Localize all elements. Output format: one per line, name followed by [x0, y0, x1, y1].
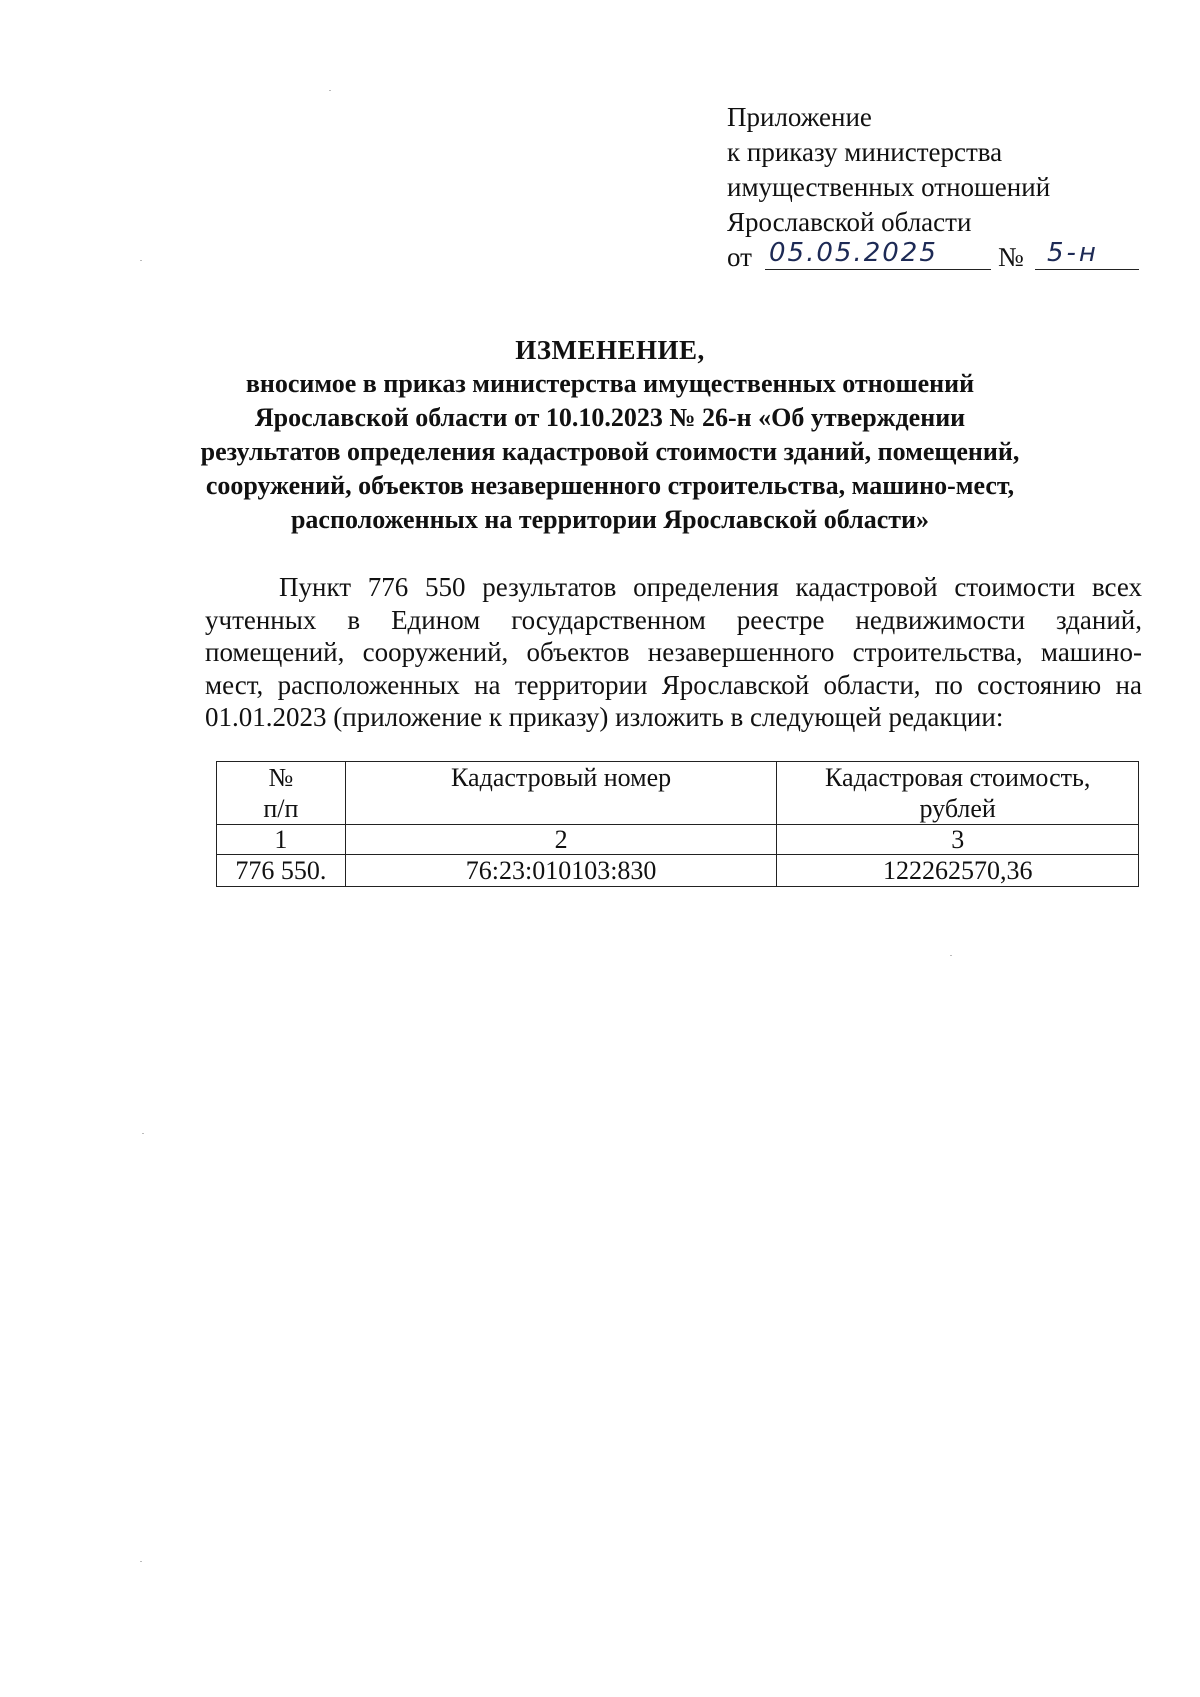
scan-speck	[140, 1561, 142, 1562]
scan-speck	[142, 1133, 144, 1134]
header-value-line-1: Кадастровая стоимость,	[825, 763, 1091, 792]
scan-speck	[140, 260, 142, 261]
appendix-line-2: к приказу министерства	[727, 137, 1003, 167]
table-header-row	[217, 762, 1139, 825]
appendix-block	[727, 100, 1147, 275]
row-cadastral-number-cell: 76:23:010103:830	[345, 855, 777, 887]
cadastral-table	[216, 761, 1139, 887]
appendix-line-1: Приложение	[727, 102, 872, 132]
appendix-date-number-line	[727, 240, 1147, 275]
handwritten-date: 05.05.2025	[765, 236, 991, 270]
from-label: от	[727, 242, 752, 272]
header-cadastral-value-cell	[777, 762, 1139, 825]
index-cell-1: 1	[217, 825, 346, 855]
appendix-line-4: Ярославской области	[727, 207, 972, 237]
index-cell-3: 3	[777, 825, 1139, 855]
header-value-line-2: рублей	[919, 794, 996, 823]
document-heading	[180, 333, 1040, 537]
number-label: №	[998, 242, 1024, 272]
row-number-cell: 776 550.	[217, 855, 346, 887]
scan-speck	[950, 955, 952, 956]
scan-speck	[329, 90, 331, 91]
header-cadastral-number-cell: Кадастровый номер	[345, 762, 777, 825]
table-index-row	[217, 825, 1139, 855]
handwritten-number: 5-н	[1035, 236, 1139, 270]
index-cell-2: 2	[345, 825, 777, 855]
heading-line-4: сооружений, объектов незавершенного строительства, машино-мест,	[205, 471, 1015, 500]
header-number-line-1: №	[268, 763, 294, 792]
body-paragraph: Пункт 776 550 результатов определения кадастровой стоимости всех учтенных в Едином государственном реестре недвижимости зданий, помещений, сооружений, объектов незавершенного строительства, машино-мест, расположенных на территории Ярославской области, по состоянию на 01.01.2023 (приложение к приказу) изложить в следующей редакции:	[205, 572, 1142, 732]
heading-line-5: расположенных на территории Ярославской области»	[290, 505, 930, 534]
heading-line-2: Ярославской области от 10.10.2023 № 26-н «Об утверждении	[254, 403, 966, 432]
appendix-line-3: имущественных отношений	[727, 172, 1051, 202]
heading-line-3: результатов определения кадастровой стоимости зданий, помещений,	[200, 437, 1020, 466]
heading-title: ИЗМЕНЕНИЕ,	[515, 335, 705, 365]
heading-line-1: вносимое в приказ министерства имущественных отношений	[245, 369, 975, 398]
header-number-cell	[217, 762, 346, 825]
table-row	[217, 855, 1139, 887]
header-number-line-2: п/п	[263, 794, 299, 823]
row-cadastral-value-cell: 122262570,36	[777, 855, 1139, 887]
